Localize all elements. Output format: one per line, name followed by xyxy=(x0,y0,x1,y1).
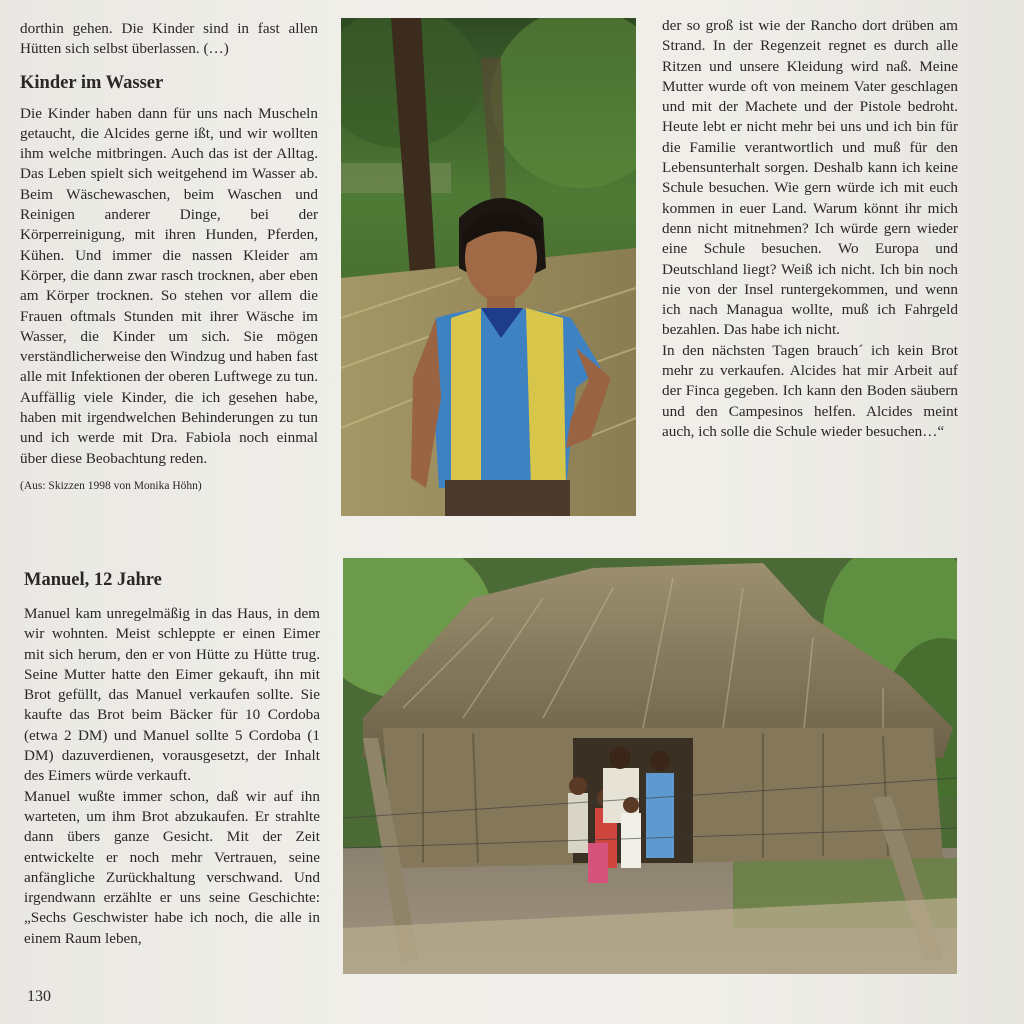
intro-paragraph: dorthin gehen. Die Kinder sind in fast allen Hütten sich selbst überlassen. (…) xyxy=(20,20,318,58)
manuel-paragraph-1: Manuel kam unregelmäßig in das Haus, in dem wir wohnten. Meist schleppte er einen Eimer mit sich herum, den er von Hütte zu Hütte trug. Seine Mutter hatte den Eimer gekauft, ihn mit Brot gefüllt, das Manuel verkaufen sollte. Sie kaufte das Brot beim Bäcker für 10 Cordoba (etwa 2 DM) und Manuel sollte 5 Cordoba (1 DM) dazuverdienen, vorausgesetzt, der Inhalt des Eimers würde verkauft. xyxy=(24,605,320,785)
heading-manuel: Manuel, 12 Jahre xyxy=(24,570,162,590)
heading-kinder-im-wasser: Kinder im Wasser xyxy=(20,72,164,93)
right-paragraph-2: In den nächsten Tagen brauch´ ich kein Brot mehr zu verkaufen. Alcides hat mir Arbeit auf der Finca gegeben. Ich kann den Boden säubern und den Campesinos helfen. Alcides meint auch, ich solle die Schule wieder besuchen…“ xyxy=(662,341,958,440)
left-column-top xyxy=(20,19,318,493)
left-column-bottom xyxy=(24,604,320,949)
source-caption: (Aus: Skizzen 1998 von Monika Höhn) xyxy=(20,479,202,492)
right-column-top xyxy=(662,16,958,442)
manuel-paragraph-2: Manuel wußte immer schon, daß wir auf ihn warteten, um ihm Brot abzukaufen. Er strahlte dann übers ganze Gesicht. Mit der Zeit entwickelte er noch mehr Vertrauen, seine anfängliche Zurückhaltung verschwand. Und irgendwann erzählte er uns seine Geschichte: „Sechs Geschwister habe ich noch, die alle in einem Raum leben, xyxy=(24,787,320,947)
photo-boy-portrait xyxy=(341,18,636,516)
page-number: 130 xyxy=(27,988,51,1005)
kinder-paragraph: Die Kinder haben dann für uns nach Muscheln getaucht, die Alcides gerne ißt, und wir wollten ihm welche mitbringen. Auch das ist der Alltag. Das Leben spielt sich weitgehend im Wasser ab. Beim Wäschewaschen, beim Waschen und Reinigen anderer Dinge, bei der Körperreinigung, mit ihren Hunden, Pferden, Kühen. Und immer die nassen Kleider am Körper, die dann zwar rasch trocknen, aber eben am Körper trocknen. So stehen vor allem die Frauen oftmals Stunden mit ihrer Wäsche im Wasser, die Kinder um sich. Sie mögen verständlicherweise den Windzug und haben fast alle mit Infektionen der oberen Luftwege zu tun. Auffällig viele Kinder, die ich gesehen habe, haben mit irgendwelchen Behinderungen zu tun und ich werde mit Dra. Fabiola noch einmal über diese Beobachtung reden. xyxy=(20,104,318,467)
photo-thatched-hut xyxy=(343,558,957,974)
right-paragraph-1: der so groß ist wie der Rancho dort drüben am Strand. In der Regenzeit regnet es durch alle Ritzen und unsere Kleidung wird naß. Meine Mutter wurde oft von meinem Vater geschlagen und mit der Machete und der Pistole bedroht. Heute lebt er nicht mehr bei uns und ich bin für die Familie verantwortlich und muß für den Lebensunterhalt sorgen. Deshalb kann ich keine Schule besuchen. Wie gern würde ich mit euch kommen in euer Land. Warum könnt ihr mich denn nicht mitnehmen? Ich würde gern wieder eine Schule besuchen. Wo Europa und Deutschland liegt? Weiß ich nicht. Ich bin noch nie von der Insel runtergekommen, und wenn ich nach Managua wollte, muß ich Fahrgeld bezahlen. Das habe ich nicht. xyxy=(662,17,958,339)
